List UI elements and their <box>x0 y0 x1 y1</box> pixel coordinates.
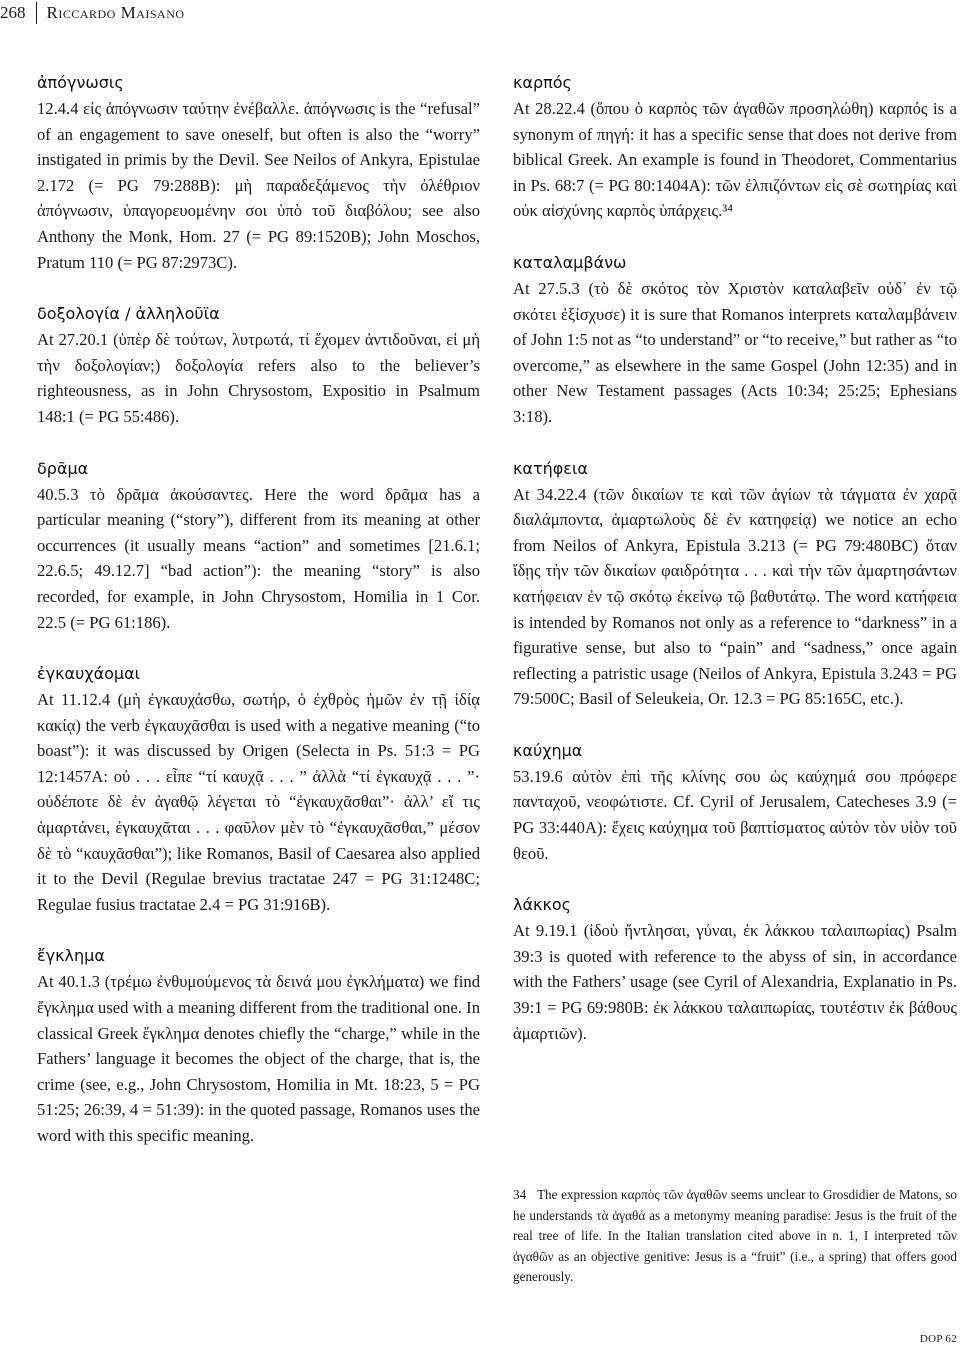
left-column <box>37 70 480 1175</box>
entry-headword: καύχημα <box>513 740 583 760</box>
lexicon-entry <box>37 943 480 1148</box>
running-head-author: Riccardo Maisano <box>46 3 185 22</box>
running-head <box>0 2 185 24</box>
lexicon-entry <box>513 738 957 866</box>
lexicon-entry <box>513 250 957 430</box>
right-column <box>513 70 957 1072</box>
footnote-text: The expression καρπὸς τῶν ἀγαθῶν seems unclear to Grosdidier de Matons, so he understands τὰ ἀγαθά as a metonymy meaning paradise: Jesus is the fruit of the real tree of life. In the Italian translation cited above in n. 1, I interpreted τῶν ἀγαθῶν as an objective genitive: Jesus is a “fruit” (i.e., a spring) that offers good generously. <box>513 1187 957 1284</box>
footnote-number: 34 <box>513 1187 527 1202</box>
entry-text: At 27.20.1 (ὑπὲρ δὲ τούτων, λυτρωτά, τί ἔχομεν ἀντιδοῦναι, εἰ μὴ τὴν δοξολογίαν;) δοξολογία refers also to the believer’s righteousness, as in John Chrysostom, Expositio in Psalmum 148:1 (= PG 55:486). <box>37 330 480 426</box>
lexicon-entry <box>513 70 957 224</box>
journal-footer: DOP 62 <box>919 1333 957 1345</box>
lexicon-entry <box>513 456 957 712</box>
entry-headword: κατήφεια <box>513 458 588 478</box>
lexicon-entry <box>37 70 480 275</box>
entry-text: At 27.5.3 (τὸ δὲ σκότος τὸν Χριστὸν καταλαβεῖν οὐδ᾽ ἐν τῷ σκότει ἐξίσχυσε) it is sure that Romanos interprets καταλαμβάνειν of John 1:5 not as “to understand” or “to receive,” but rather as “to overcome,” as elsewhere in the same Gospel (John 12:35) and in other New Testament passages (Acts 10:34; 25:25; Ephesians 3:18). <box>513 278 957 426</box>
entry-headword: ἔγκλημα <box>37 946 105 966</box>
lexicon-entry <box>37 661 480 917</box>
lexicon-entry <box>37 301 480 429</box>
entry-text: At 9.19.1 (ἰδοὺ ἤντλησαι, γύναι, ἐκ λάκκου ταλαιπωρίας) Psalm 39:3 is quoted with reference to the abyss of sin, in accordance with the Fathers’ usage (see Cyril of Alexandria, Explanatio in Ps. 39:1 = PG 69:980B: ἐκ λάκκου ταλαιπωρίας, τουτέστιν ἐκ βάθους ἁμαρτιῶν). <box>513 921 957 1043</box>
lexicon-entry <box>513 892 957 1046</box>
entry-headword: λάκκος <box>513 895 572 915</box>
entry-headword: δρᾶμα <box>37 458 89 478</box>
entry-headword: καταλαμβάνω <box>513 252 627 272</box>
entry-headword: ἐγκαυχάομαι <box>37 664 141 684</box>
entry-headword: καρπός <box>513 73 572 92</box>
entry-headword: δοξολογία / ἀλληλοῦϊα <box>37 304 220 324</box>
entry-headword: ἀπόγνωσις <box>37 73 124 92</box>
footnote <box>513 1185 957 1288</box>
entry-text: At 11.12.4 (μὴ ἐγκαυχάσθω, σωτήρ, ὁ ἐχθρὸς ἡμῶν ἐν τῇ ἰδίᾳ κακίᾳ) the verb ἐγκαυχᾶσθαι is used with a negative meaning (“to boast”): it was discussed by Origen (Selecta in Ps. 51:3 = PG 12:1457A: οὐ . . . εἶπε “τί καυχᾷ . . . ” ἀλλὰ “τί ἐγκαυχᾷ . . . ”· οὐδέποτε δὲ ἐν ἀγαθῷ λέγεται τὸ “ἐγκαυχᾶσθαι”· ἀλλ’ εἴ τις ἁμαρτάνει, ἐγκαυχᾶται . . . φαῦλον μὲν τὸ “ἐγκαυχᾶσθαι,” μέσον δὲ τὸ “καυχᾶσθαι”); like Romanos, Basil of Caesarea also applied it to the Devil (Regulae brevius tractatae 247 = PG 31:1248C; Regulae fusius tractatae 2.4 = PG 31:916B). <box>37 690 480 914</box>
entry-text: At 34.22.4 (τῶν δικαίων τε καὶ τῶν ἁγίων τὰ τάγματα ἐν χαρᾷ διαλάμποντα, ἁμαρτωλοὺς δὲ ἐν κατηφείᾳ) we notice an echo from Neilos of Ankyra, Epistula 3.213 (= PG 79:480BC) ὅταν ἴδῃς τὴν τῶν δικαίων φαιδρότητα . . . καὶ τὴν τῶν ἁμαρτησάντων κατήφειαν ἐν τῷ σκότῳ ἐκείνῳ τῷ βαθυτάτῳ. The word κατήφεια is intended by Romanos not only as a reference to “darkness” in a figurative sense, but also to “pain” and “sadness,” once again reflecting a patristic usage (Neilos of Ankyra, Epistula 3.243 = PG 79:500C; Basil of Seleukeia, Or. 12.3 = PG 85:165C, etc.). <box>513 484 957 709</box>
entry-text: 12.4.4 εἰς ἀπόγνωσιν ταύτην ἐνέβαλλε. ἀπόγνωσις is the “refusal” of an engagement to save oneself, but often is also the “worry” instigated in primis by the Devil. See Neilos of Ankyra, Epistulae 2.172 (= PG 79:288B): μὴ παραδεξάμενος τὴν ὀλέθριον ἀπόγνωσιν, ὑπαγορευομένην σοι ὑπὸ τοῦ διαβόλου; see also Anthony the Monk, Hom. 27 (= PG 89:1520B); John Moschos, Pratum 110 (= PG 87:2973C). <box>37 99 480 272</box>
entry-text: At 40.1.3 (τρέμω ἐνθυμούμενος τὰ δεινά μου ἐγκλήματα) we find ἔγκλημα used with a meaning different from the traditional one. In classical Greek ἔγκλημα denotes chiefly the “charge,” while in the Fathers’ language it becomes the object of the charge, that is, the crime (see, e.g., John Chrysostom, Homilia in Mt. 18:23, 5 = PG 51:25; 26:39, 4 = 51:39): in the quoted passage, Romanos uses the word with this specific meaning. <box>37 972 480 1145</box>
entry-text: 53.19.6 αὐτὸν ἐπὶ τῆς κλίνης σου ὡς καύχημά σου πρόφερε πανταχοῦ, νεοφώτιστε. Cf. Cyril of Jerusalem, Catecheses 3.9 (= PG 33:440A): ἔχεις καύχημα τοῦ βαπτίσματος αὐτὸν τὸν υἱὸν τοῦ θεοῦ. <box>513 766 957 863</box>
lexicon-entry <box>37 456 480 636</box>
entry-text: 40.5.3 τὸ δρᾶμα ἀκούσαντες. Here the word δρᾶμα has a particular meaning (“story”), different from its meaning at other occurrences (it usually means “action” and sometimes [21.6.1; 22.6.5; 49.12.7] “bad action”): the meaning “story” is also recorded, for example, in John Chrysostom, Homilia in 1 Cor. 22.5 (= PG 61:186). <box>37 484 480 632</box>
page-number: 268 <box>0 2 37 24</box>
entry-text: At 28.22.4 (ὅπου ὁ καρπὸς τῶν ἀγαθῶν προσηλώθη) καρπός is a synonym of πηγή: it has a specific sense that does not derive from biblical Greek. An example is found in Theodoret, Commentarius in Ps. 68:7 (= PG 80:1404A): τῶν ἐλπιζόντων εἰς σὲ σωτηρίας καὶ οὐκ αἰσχύνης καρπὸς ὑπάρχεις.³⁴ <box>513 99 957 221</box>
